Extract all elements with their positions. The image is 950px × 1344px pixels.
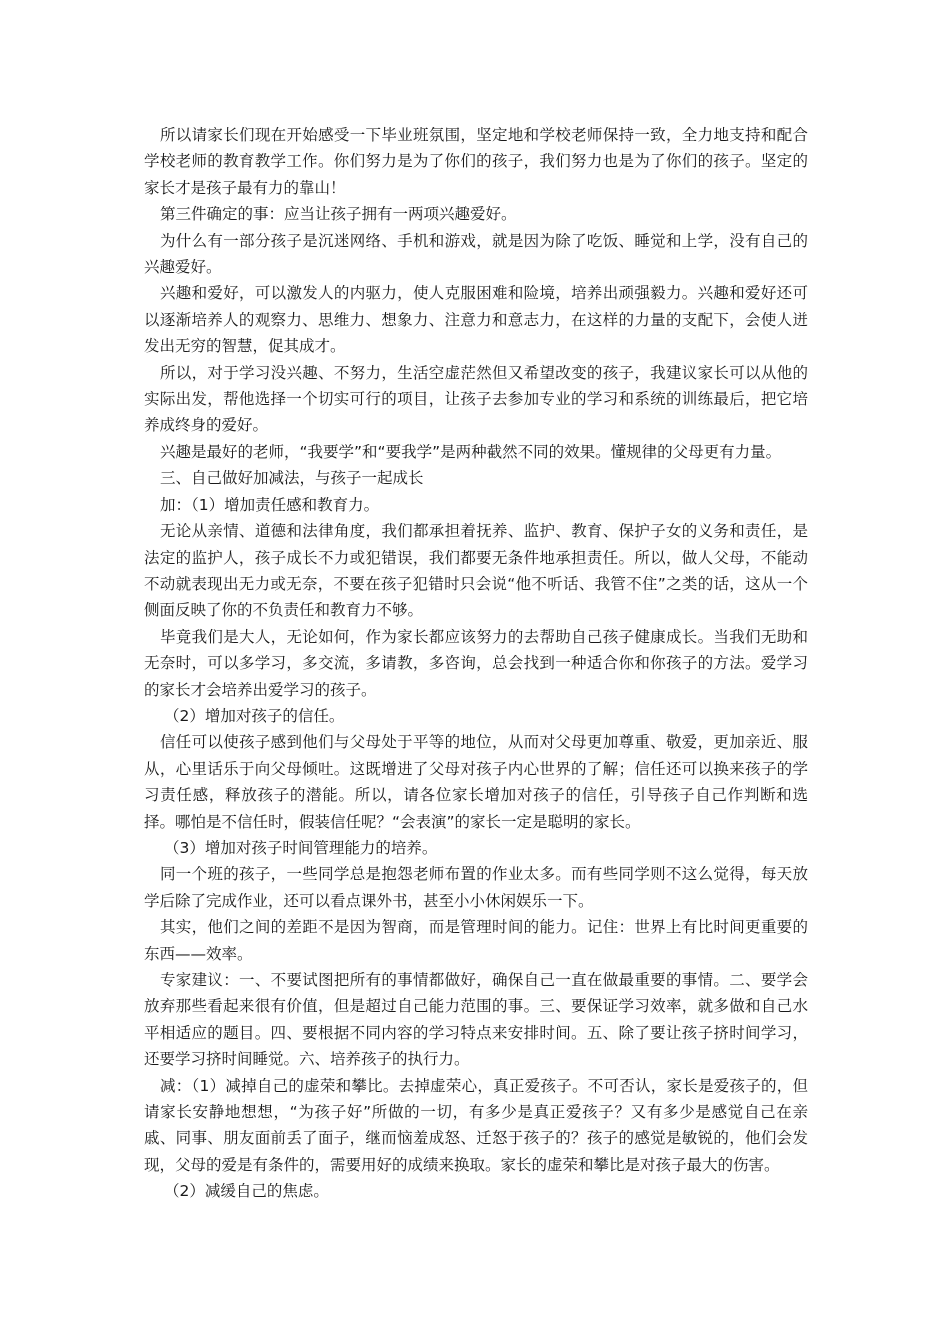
paragraph: 所以请家长们现在开始感受一下毕业班氛围，坚定地和学校老师保持一致，全力地支持和配合学校老师的教育教学工作。你们努力是为了你们的孩子，我们努力也是为了你们的孩子。坚定的家长才是孩子最有力的靠山！ (144, 126, 808, 197)
paragraph: 信任可以使孩子感到他们与父母处于平等的地位，从而对父母更加尊重、敬爱，更加亲近、服从，心里话乐于向父母倾吐。这既增进了父母对孩子内心世界的了解；信任还可以换来孩子的学习责任感，释放孩子的潜能。所以，请各位家长增加对孩子的信任，引导孩子自己作判断和选择。哪怕是不信任时，假装信任呢？“会表演”的家长一定是聪明的家长。 (144, 733, 808, 831)
paragraph: 兴趣是最好的老师，“我要学”和“要我学”是两种截然不同的效果。懂规律的父母更有力量。 (160, 442, 782, 461)
paragraph: 减：（1）减掉自己的虚荣和攀比。去掉虚荣心，真正爱孩子。不可否认，家长是爱孩子的，但请家长安静地想想，“为孩子好”所做的一切，有多少是真正爱孩子？又有多少是感觉自己在亲戚、同事、朋友面前丢了面子，继而恼羞成怒、迁怒于孩子的？孩子的感觉是敏锐的，他们会发现，父母的爱是有条件的，需要用好的成绩来换取。家长的虚荣和攀比是对孩子最大的伤害。 (144, 1076, 808, 1174)
paragraph: 同一个班的孩子，一些同学总是抱怨老师布置的作业太多。而有些同学则不这么觉得，每天放学后除了完成作业，还可以看点课外书，甚至小小休闲娱乐一下。 (144, 865, 808, 910)
document-body (144, 122, 808, 1205)
paragraph: 兴趣和爱好，可以激发人的内驱力，使人克服困难和险境，培养出顽强毅力。兴趣和爱好还可以逐渐培养人的观察力、思维力、想象力、注意力和意志力，在这样的力量的支配下，会使人迸发出无穷的智慧，促其成才。 (144, 284, 808, 356)
paragraph: 专家建议：一、不要试图把所有的事情都做好，确保自己一直在做最重要的事情。二、要学会放弃那些看起来很有价值，但是超过自己能力范围的事。三、要保证学习效率，就多做和自己水平相适应的题目。四、要根据不同内容的学习特点来安排时间。五、除了要让孩子挤时间学习，还要学习挤时间睡觉。六、培养孩子的执行力。 (144, 971, 808, 1069)
paragraph: 无论从亲情、道德和法律角度，我们都承担着抚养、监护、教育、保护子女的义务和责任，是法定的监护人，孩子成长不力或犯错误，我们都要无条件地承担责任。所以，做人父母，不能动不动就表现出无力或无奈，不要在孩子犯错时只会说“他不听话、我管不住”之类的话，这从一个侧面反映了你的不负责任和教育力不够。 (144, 522, 808, 620)
paragraph: 其实，他们之间的差距不是因为智商，而是管理时间的能力。记住：世界上有比时间更重要的东西——效率。 (144, 918, 808, 963)
subheading: （2）减缓自己的焦虑。 (164, 1182, 329, 1201)
paragraph: 毕竟我们是大人，无论如何，作为家长都应该努力的去帮助自己孩子健康成长。当我们无助和无奈时，可以多学习，多交流，多请教，多咨询，总会找到一种适合你和你孩子的方法。爱学习的家长才会培养出爱学习的孩子。 (144, 627, 808, 699)
subheading: （2）增加对孩子的信任。 (164, 706, 345, 725)
paragraph: 所以，对于学习没兴趣、不努力，生活空虚茫然但又希望改变的孩子，我建议家长可以从他的实际出发，帮他选择一个切实可行的项目，让孩子去参加专业的学习和系统的训练最后，把它培养成终身的爱好。 (144, 363, 808, 435)
section-heading: 三、自己做好加减法，与孩子一起成长 (160, 469, 424, 488)
subheading: 加：（1）增加责任感和教育力。 (160, 495, 380, 514)
subheading: （3）增加对孩子时间管理能力的培养。 (164, 838, 438, 857)
paragraph: 第三件确定的事：应当让孩子拥有一两项兴趣爱好。 (160, 205, 517, 224)
paragraph: 为什么有一部分孩子是沉迷网络、手机和游戏，就是因为除了吃饭、睡觉和上学，没有自己的兴趣爱好。 (144, 231, 808, 277)
